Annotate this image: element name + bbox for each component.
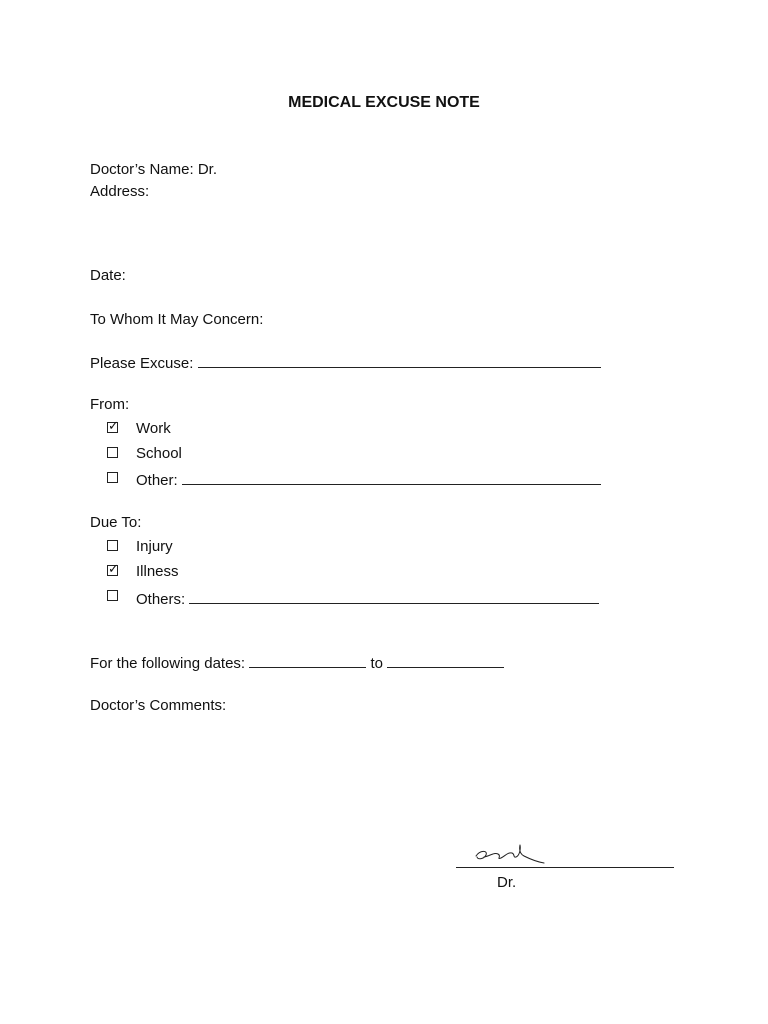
salutation: To Whom It May Concern: (90, 311, 264, 328)
from-label: From: (90, 396, 130, 413)
from-other-row (136, 470, 601, 490)
dates-label: For the following dates: (90, 655, 246, 672)
document-title: MEDICAL EXCUSE NOTE (288, 94, 480, 111)
check-mark-icon: ✓ (108, 418, 119, 433)
signature-doctor-label: Dr. (497, 874, 517, 891)
please-excuse-row (90, 353, 601, 373)
date-to-blank[interactable] (387, 653, 504, 668)
due-to-injury-label: Injury (136, 538, 173, 555)
from-other-blank[interactable] (182, 470, 601, 485)
from-work-label: Work (136, 420, 171, 437)
dates-row (90, 653, 504, 673)
please-excuse-label: Please Excuse: (90, 355, 194, 372)
please-excuse-blank[interactable] (198, 353, 601, 368)
handwritten-signature (474, 842, 548, 868)
due-to-others-row (136, 589, 599, 609)
from-other-label: Other: (136, 472, 178, 489)
check-mark-icon: ✓ (108, 561, 119, 576)
from-school-label: School (136, 445, 182, 462)
from-other-checkbox[interactable] (107, 472, 118, 483)
due-to-injury-checkbox[interactable] (107, 540, 118, 551)
doctor-comments-label: Doctor’s Comments: (90, 697, 227, 714)
from-school-checkbox[interactable] (107, 447, 118, 458)
date-label: Date: (90, 267, 126, 284)
due-to-others-label: Others: (136, 591, 186, 608)
due-to-label: Due To: (90, 514, 142, 531)
from-work-checkbox[interactable] (107, 418, 119, 433)
due-to-illness-label: Illness (136, 563, 179, 580)
dates-to-label: to (370, 655, 383, 672)
doctor-name-label: Doctor’s Name: Dr. (90, 161, 217, 178)
due-to-others-checkbox[interactable] (107, 590, 118, 601)
due-to-others-blank[interactable] (189, 589, 599, 604)
due-to-illness-checkbox[interactable] (107, 561, 119, 576)
date-from-blank[interactable] (249, 653, 366, 668)
address-label: Address: (90, 183, 150, 200)
signature-line[interactable] (456, 867, 674, 868)
